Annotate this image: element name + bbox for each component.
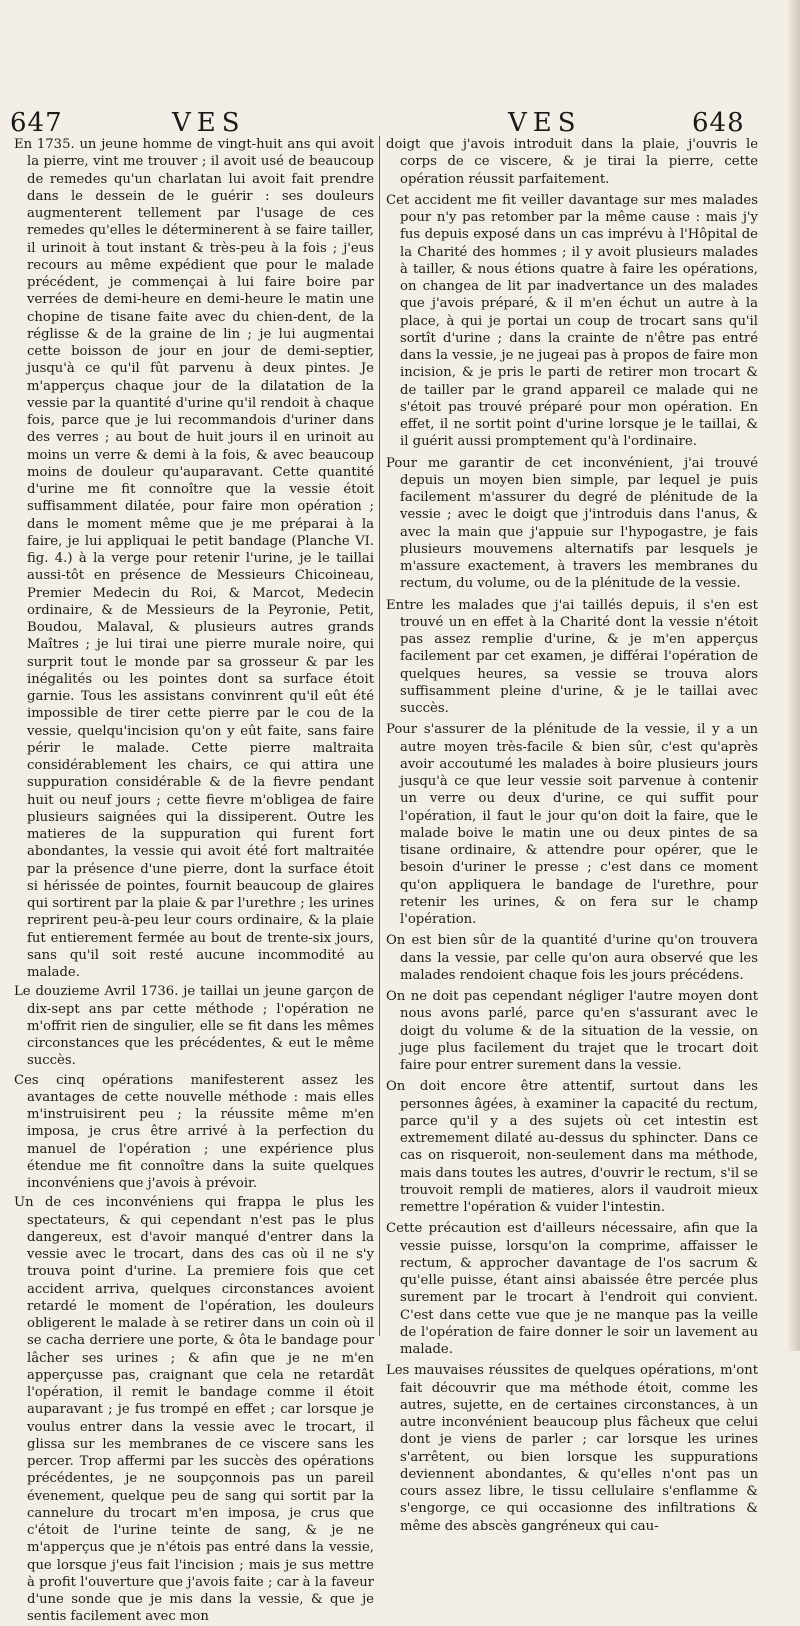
paragraph: On est bien sûr de la quantité d'urine qu'on trouvera dans la vessie, par celle qu'on aura observé que les malades rendoient chaque fois les jours précédens. xyxy=(386,933,758,983)
right-column xyxy=(386,136,758,1534)
left-column xyxy=(14,136,374,1625)
paragraph: doigt que j'avois introduit dans la plaie, j'ouvris le corps de ce viscere, & je tirai la pierre, cette opération réussit parfaitement. xyxy=(386,137,758,187)
paragraph: Pour s'assurer de la plénitude de la vessie, il y a un autre moyen très-facile & bien sûr, c'est qu'après avoir accoutumé les malades à boire plusieurs jours jusqu'à ce que leur vessie soit parvenue à contenir un verre ou deux d'urine, ce qui suffit pour l'opération, il faut le jour qu'on doit la faire, que le malade boive le matin une ou deux pintes de sa tisane ordinaire, & attendre pour opérer, que le besoin d'uriner le presse ; c'est dans ce moment qu'on appliquera le bandage de l'urethre, pour retenir les urines, & on fera sur le champ l'opération. xyxy=(386,722,758,927)
paragraph: Les mauvaises réussites de quelques opérations, m'ont fait découvrir que ma méthode étoit, comme les autres, sujette, en de certaines circonstances, à un autre inconvénient beaucoup plus fâcheux que celui dont je viens de parler ; car lorsque les urines s'arrêtent, ou bien lorsque les suppurations deviennent abondantes, & qu'elles n'ont pas un cours assez libre, le tissu cellulaire s'enflamme & s'engorge, ce qui occasionne des infiltrations & même des abscès gangréneux qui cau- xyxy=(386,1363,758,1534)
running-head-left: VES xyxy=(172,108,246,138)
column-divider xyxy=(379,136,380,1336)
paragraph: Cette précaution est d'ailleurs nécessaire, afin que la vessie puisse, lorsqu'on la comprime, affaisser le rectum, & approcher davantage de l'os sacrum & qu'elle puisse, étant ainsi abaissée être percée plus surement par le trocart à l'endroit qui convient. C'est dans cette vue que je ne manque pas la veille de l'opération de faire donner le soir un lavement au malade. xyxy=(386,1221,758,1357)
paragraph: Pour me garantir de cet inconvénient, j'ai trouvé depuis un moyen bien simple, par lequel je puis facilement m'assurer du degré de plénitude de la vessie ; avec le doigt que j'introduis dans l'anus, & avec la main que j'appuie sur l'hypogastre, je fais plusieurs mouvemens alternatifs par lesquels je m'assure exactement, à travers les membranes du rectum, du volume, ou de la plénitude de la vessie. xyxy=(386,455,758,592)
running-header xyxy=(0,108,800,138)
paragraph: On doit encore être attentif, surtout dans les personnes âgées, à examiner la capacité du rectum, parce qu'il y a des sujets où cet intestin est extremement dilaté au-dessus du sphincter. Dans ce cas on risqueroit, non-seulement dans ma méthode, mais dans toutes les autres, d'ouvrir le rectum, s'il se trouvoit rempli de matieres, alors il vaudroit mieux remettre l'opération & vuider l'intestin. xyxy=(386,1079,758,1215)
page-number-right: 648 xyxy=(692,108,745,138)
paragraph: Un de ces inconvéniens qui frappa le plus les spectateurs, & qui cependant n'est pas le plus dangereux, est d'avoir manqué d'entrer dans la vessie avec le trocart, dans des cas où il ne s'y trouva point d'urine. La premiere fois que cet accident arriva, quelques circonstances avoient retardé le moment de l'opération, les douleurs obligerent le malade à se retirer dans un coin où il se cacha derriere une porte, & ôta le bandage pour lâcher ses urines ; & afin que je ne m'en apperçusse pas, craignant que cela ne retardât l'opération, il remit le bandage comme il étoit auparavant ; je fus trompé en effet ; car lorsque je voulus entrer dans la vessie avec le trocart, il glissa sur les membranes de ce viscere sans les percer. Trop affermi par les succès des opérations précédentes, je ne soupçonnois pas un pareil évenement, quelque peu de sang qui sortit par la cannelure du trocart m'en imposa, je crus que c'étoit de l'urine teinte de sang, & je ne m'apperçus que je n'étois pas entré dans la vessie, que lorsque j'eus fait l'incision ; mais je sus mettre à profit l'ouverture que j'avois faite ; car à la faveur d'une sonde que je mis dans la vessie, & que je sentis facilement avec mon xyxy=(14,1195,374,1625)
paragraph: Le douzieme Avril 1736. je taillai un jeune garçon de dix-sept ans par cette méthode ; l'opération ne m'offrit rien de singulier, elle se fit dans les mêmes circonstances que les précédentes, & eut le même succès. xyxy=(14,984,374,1069)
paragraph: Entre les malades que j'ai taillés depuis, il s'en est trouvé un en effet à la Charité dont la vessie n'étoit pas assez remplie d'urine, & je m'en apperçus facilement par cet examen, je différai l'opération de quelques heures, sa vessie se trouva alors suffisamment pleine d'urine, & je le taillai avec succès. xyxy=(386,597,758,716)
paragraph: On ne doit pas cependant négliger l'autre moyen dont nous avons parlé, parce qu'en s'assurant avec le doigt du volume & de la situation de la vessie, on juge plus facilement du trajet que le trocart doit faire pour entrer surement dans la vessie. xyxy=(386,989,758,1073)
paragraph: En 1735. un jeune homme de vingt-huit ans qui avoit la pierre, vint me trouver ; il avoit usé de beaucoup de remedes qu'un charlatan lui avoit fait prendre dans le dessein de le guérir : ses douleurs augmenterent tellement par l'usage de ces remedes qu'elles le déterminerent à se faire tailler, il urinoit à tout instant & très-peu à la fois ; j'eus recours au même expédient que pour le malade précédent, je commençai à lui faire boire par verrées de demi-heure en demi-heure le matin une chopine de tisane faite avec du chien-dent, de la réglisse & de la graine de lin ; je lui augmentai cette boisson de jour en jour de demi-septier, jusqu'à ce qu'il fût parvenu à deux pintes. Je m'apperçus chaque jour de la dilatation de la vessie par la quantité d'urine qu'il rendoit à chaque fois, parce que je lui recommandois d'uriner dans des verres ; au bout de huit jours il en urinoit au moins un verre & demi à la fois, & avec beaucoup moins de douleur qu'auparavant. Cette quantité d'urine me fit connoître que la vessie étoit suffisamment dilatée, pour faire mon opération ; dans le moment même que je me préparai à la faire, je lui appliquai le petit bandage (Planche VI. fig. 4.) à la verge pour retenir l'urine, je le taillai aussi-tôt en présence de Messieurs Chicoineau, Premier Medecin du Roi, & Marcot, Medecin ordinaire, & de Messieurs de la Peyronie, Petit, Boudou, Malaval, & plusieurs autres grands Maîtres ; je lui tirai une pierre murale noire, qui surprit tout le monde par sa grosseur & par les inégalités ou les pointes dont sa surface étoit garnie. Tous les assistans convinrent qu'il eût été impossible de tirer cette pierre par le cou de la vessie, quelqu'incision qu'on y eût faite, sans faire périr le malade. Cette pierre maltraita considérablement les chairs, ce qui attira une suppuration considérable & de la fievre pendant huit ou neuf jours ; cette fievre m'obligea de faire plusieurs saignées qui la dissiperent. Outre les matieres de la suppuration qui furent fort abondantes, la vessie qui avoit été fort maltraitée par la présence d'une pierre, dont la surface étoit si hérissée de pointes, fournit beaucoup de glaires qui sortirent par la plaie & par l'urethre ; les urines reprirent peu-à-peu leur cours ordinaire, & la plaie fut entierement fermée au bout de trente-six jours, sans qu'il soit resté aucune incommodité au malade. xyxy=(14,137,374,980)
paragraph: Ces cinq opérations manifesterent assez les avantages de cette nouvelle méthode : mais elles m'instruisirent peu ; la réussite même m'en imposa, je crus être arrivé à la perfection du manuel de l'opération ; une expérience plus étendue me fit connoître dans la suite quelques inconvéniens que j'avois à prévoir. xyxy=(14,1072,374,1191)
running-head-right: VES xyxy=(508,108,582,138)
page-edge-shadow xyxy=(788,0,800,1351)
paragraph: Cet accident me fit veiller davantage sur mes malades pour n'y pas retomber par la même cause : mais j'y fus depuis exposé dans un cas imprévu à l'Hôpital de la Charité des hommes ; il y avoit plusieurs malades à tailler, & nous étions quatre à faire les opérations, on changea de lit par inadvertance un des malades que j'avois préparé, & il m'en échut un autre à la place, à qui je portai un coup de trocart sans qu'il sortît d'urine ; dans la crainte de n'être pas entré dans la vessie, je ne jugeai pas à propos de faire mon incision, & je pris le parti de retirer mon trocart & de tailler par le grand appareil ce malade qui ne s'étoit pas trouvé préparé pour mon opération. En effet, il ne sortit point d'urine lorsque je le taillai, & il guérit aussi promptement qu'à l'ordinaire. xyxy=(386,192,758,450)
page-number-left: 647 xyxy=(10,108,63,138)
